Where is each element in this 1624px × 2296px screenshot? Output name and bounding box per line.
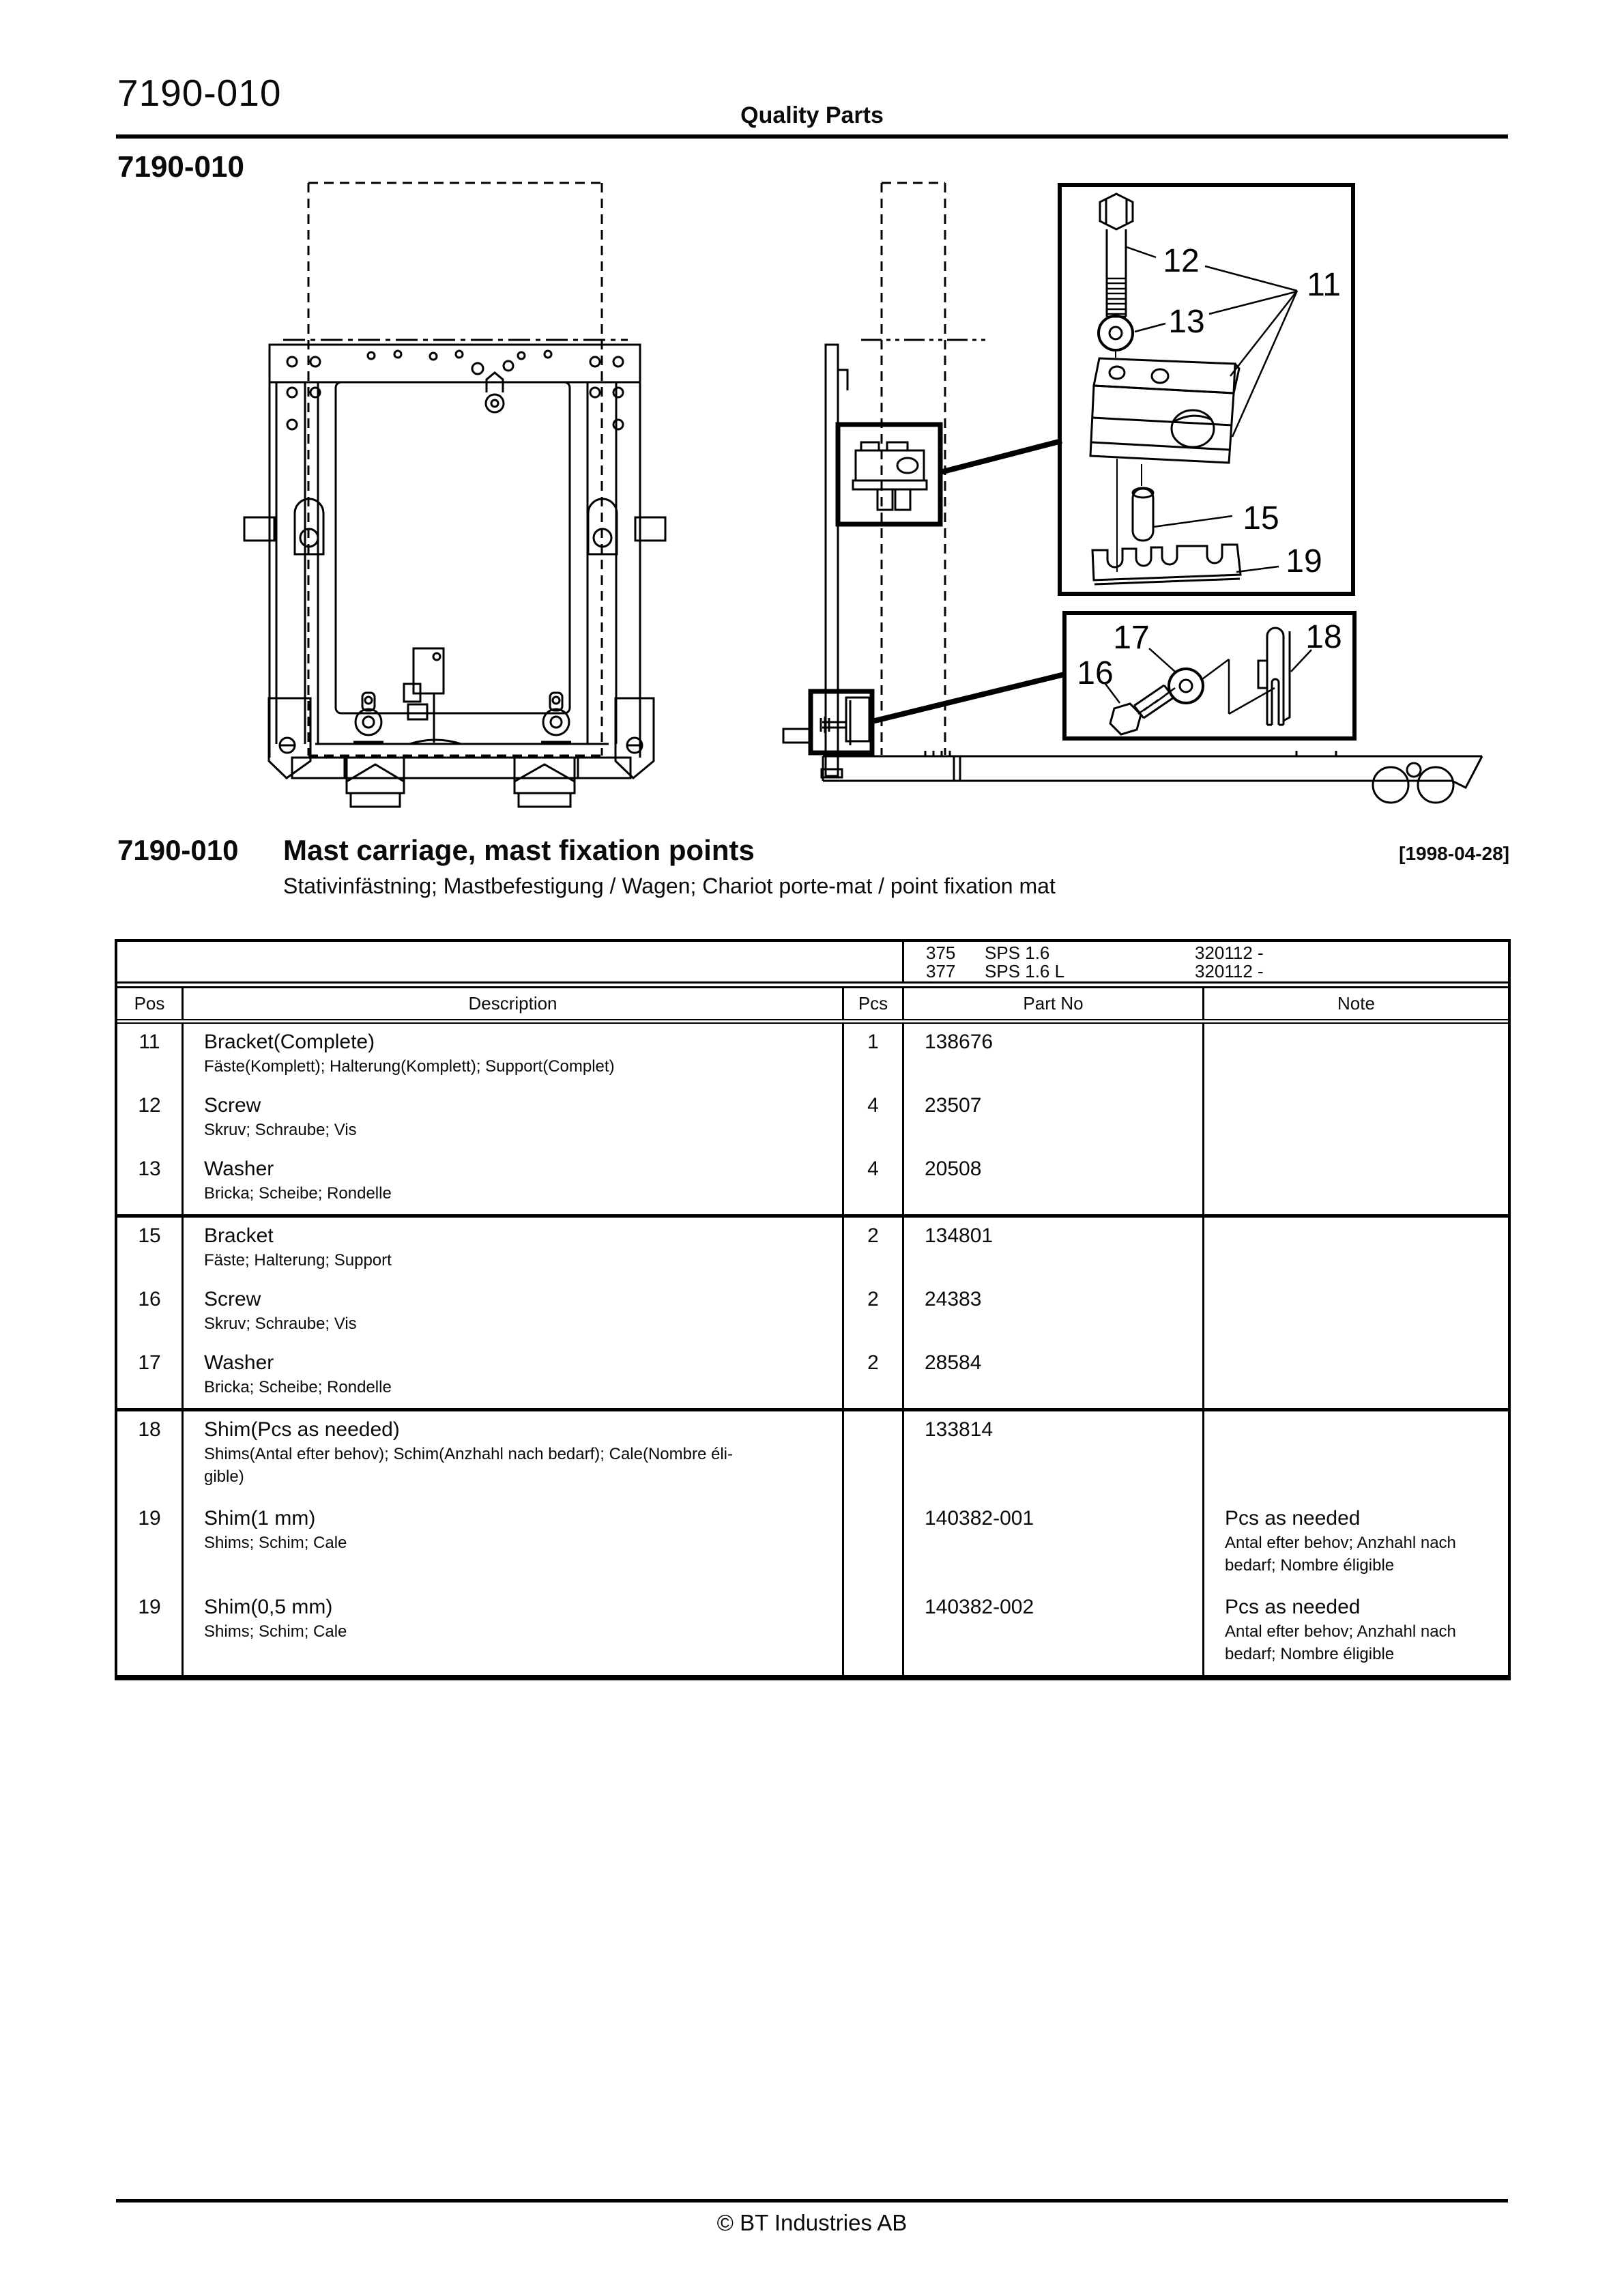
row-part-no: 23507 (904, 1087, 1204, 1151)
row-pos: 16 (117, 1281, 184, 1345)
row-pcs (844, 1411, 904, 1500)
model-applicability-box (117, 942, 1508, 981)
callout-16: 16 (1077, 655, 1114, 691)
page-header-title: Quality Parts (740, 102, 884, 128)
row-pcs: 2 (844, 1345, 904, 1408)
fork-carrier-right (514, 758, 575, 807)
mast-dashed-column (882, 183, 945, 755)
row-pos: 13 (117, 1151, 184, 1214)
row-note (1204, 1024, 1508, 1087)
model-code: 375 (926, 943, 956, 963)
table-row (117, 1500, 1508, 1589)
lift-hook (486, 373, 504, 412)
detail-box-lower (1064, 613, 1354, 738)
callout-11: 11 (1307, 267, 1341, 303)
header-rule (116, 134, 1508, 139)
row-description: Washer Bricka; Scheibe; Rondelle (184, 1345, 844, 1408)
shim-18-drawing (1258, 628, 1290, 725)
corner-plate-right (615, 698, 654, 778)
table-row (117, 1345, 1508, 1408)
row-note (1204, 1087, 1508, 1151)
table-row (117, 1151, 1508, 1214)
row-description: Washer Bricka; Scheibe; Rondelle (184, 1151, 844, 1214)
detail-source-upper (838, 425, 940, 524)
row-pcs (844, 1589, 904, 1675)
carriage-plate (826, 345, 838, 776)
callout-13: 13 (1168, 304, 1205, 340)
washer-17-drawing (1169, 669, 1203, 703)
model-row (926, 962, 1508, 981)
footer-copyright: © BT Industries AB (716, 2210, 908, 2235)
model-name: SPS 1.6 (985, 943, 1050, 963)
col-header-pos: Pos (117, 988, 184, 1019)
row-part-no: 133814 (904, 1411, 1204, 1500)
row-description: Shim(1 mm) Shims; Schim; Cale (184, 1500, 844, 1589)
title-translations: Stativinfästning; Mastbefestigung / Wagen; Chariot porte-mat / point fixation mat (283, 874, 1056, 898)
row-part-no: 24383 (904, 1281, 1204, 1345)
row-pos: 19 (117, 1589, 184, 1675)
col-header-note: Note (1337, 993, 1375, 1014)
row-pos: 12 (117, 1087, 184, 1151)
callout-12: 12 (1163, 243, 1200, 279)
row-description: Bracket(Complete) Fäste(Komplett); Halterung(Komplett); Support(Complet) (184, 1024, 844, 1087)
row-pos: 18 (117, 1411, 184, 1500)
mast-dashed-outline (308, 183, 602, 756)
eye-clamp-left (353, 693, 383, 742)
page-title: Mast carriage, mast fixation points (283, 834, 755, 866)
row-note (1204, 1411, 1508, 1500)
table-row (117, 1218, 1508, 1281)
model-box-spacer (117, 942, 904, 981)
mount-holes (287, 351, 623, 429)
bogie-wheel (1373, 767, 1408, 803)
callout-19: 19 (1286, 543, 1322, 579)
row-part-no: 20508 (904, 1151, 1204, 1214)
fixation-bracket-left (244, 499, 323, 554)
row-pos: 17 (117, 1345, 184, 1408)
front-view-carriage (244, 183, 665, 807)
col-header-description: Description (184, 988, 844, 1019)
washer-13-drawing (1099, 316, 1133, 358)
title-code: 7190-010 (117, 834, 239, 866)
col-header-part-no: Part No (904, 988, 1204, 1019)
detail-source-lower (783, 691, 872, 753)
parts-diagram (102, 171, 1535, 833)
model-row (926, 944, 1508, 962)
row-pcs: 1 (844, 1024, 904, 1087)
row-pos: 11 (117, 1024, 184, 1087)
base-platform (823, 751, 1482, 803)
revision-date: [1998-04-28] (1399, 843, 1509, 864)
callout-15: 15 (1243, 500, 1279, 536)
zigzag-leader (1202, 659, 1275, 714)
row-part-no: 140382-001 (904, 1500, 1204, 1589)
row-part-no: 138676 (904, 1024, 1204, 1087)
row-description: Shim(0,5 mm) Shims; Schim; Cale (184, 1589, 844, 1675)
row-note (1204, 1281, 1508, 1345)
table-group (117, 1411, 1508, 1675)
row-note: Pcs as needed Antal efter behov; Anzhahl nach bedarf; Nombre éligible (1225, 1596, 1456, 1663)
col-header-pcs: Pcs (844, 988, 904, 1019)
model-code: 377 (926, 961, 956, 981)
model-name: SPS 1.6 L (985, 961, 1065, 981)
detail-box-upper (1060, 185, 1353, 594)
row-pos: 15 (117, 1218, 184, 1281)
row-part-no: 140382-002 (904, 1589, 1204, 1675)
row-note (1204, 1345, 1508, 1408)
title-block (117, 834, 1509, 899)
table-row (117, 1589, 1508, 1675)
screw-16-drawing (1110, 685, 1175, 734)
model-serial: 320112 - (1195, 943, 1264, 963)
shim-19-drawing (1092, 545, 1241, 584)
leader-to-upper-detail (940, 441, 1062, 472)
leader-to-lower-detail (869, 674, 1064, 722)
table-row (117, 1411, 1508, 1500)
row-pcs: 2 (844, 1281, 904, 1345)
row-description: Bracket Fäste; Halterung; Support (184, 1218, 844, 1281)
bolt-12-drawing (1100, 194, 1133, 317)
row-note: Pcs as needed Antal efter behov; Anzhahl nach bedarf; Nombre éligible (1225, 1507, 1456, 1575)
row-pcs (844, 1500, 904, 1589)
table-row (117, 1281, 1508, 1345)
bracket-11-drawing (1090, 358, 1239, 463)
table-row (117, 1024, 1508, 1087)
limit-switch (404, 648, 461, 744)
row-pcs: 2 (844, 1218, 904, 1281)
row-description: Shim(Pcs as needed) Shims(Antal efter behov); Schim(Anzhahl nach bedarf); Cale(Nombre éli- gible) (184, 1411, 844, 1500)
row-description: Screw Skruv; Schraube; Vis (184, 1281, 844, 1345)
eye-clamp-right (541, 693, 571, 742)
bogie-wheel (1418, 767, 1453, 803)
callout-leader-lines (1105, 648, 1311, 703)
row-part-no: 28584 (904, 1345, 1204, 1408)
callout-18: 18 (1305, 619, 1342, 655)
row-pos: 19 (117, 1500, 184, 1589)
fork-carrier-left (347, 758, 404, 807)
page-code: 7190-010 (117, 72, 282, 114)
table-header-row (117, 981, 1508, 1024)
row-pcs: 4 (844, 1087, 904, 1151)
table-row (117, 1087, 1508, 1151)
parts-table (115, 939, 1511, 1680)
model-serial: 320112 - (1195, 961, 1264, 981)
row-note (1204, 1218, 1508, 1281)
fixation-bracket-right (588, 499, 665, 554)
callout-17: 17 (1113, 620, 1150, 656)
table-group (117, 1218, 1508, 1411)
row-note (1204, 1151, 1508, 1214)
row-part-no: 134801 (904, 1218, 1204, 1281)
section-code: 7190-010 (117, 150, 244, 184)
table-group (117, 1024, 1508, 1218)
row-pcs: 4 (844, 1151, 904, 1214)
row-description: Screw Skruv; Schraube; Vis (184, 1087, 844, 1151)
footer-rule (116, 2199, 1508, 2202)
